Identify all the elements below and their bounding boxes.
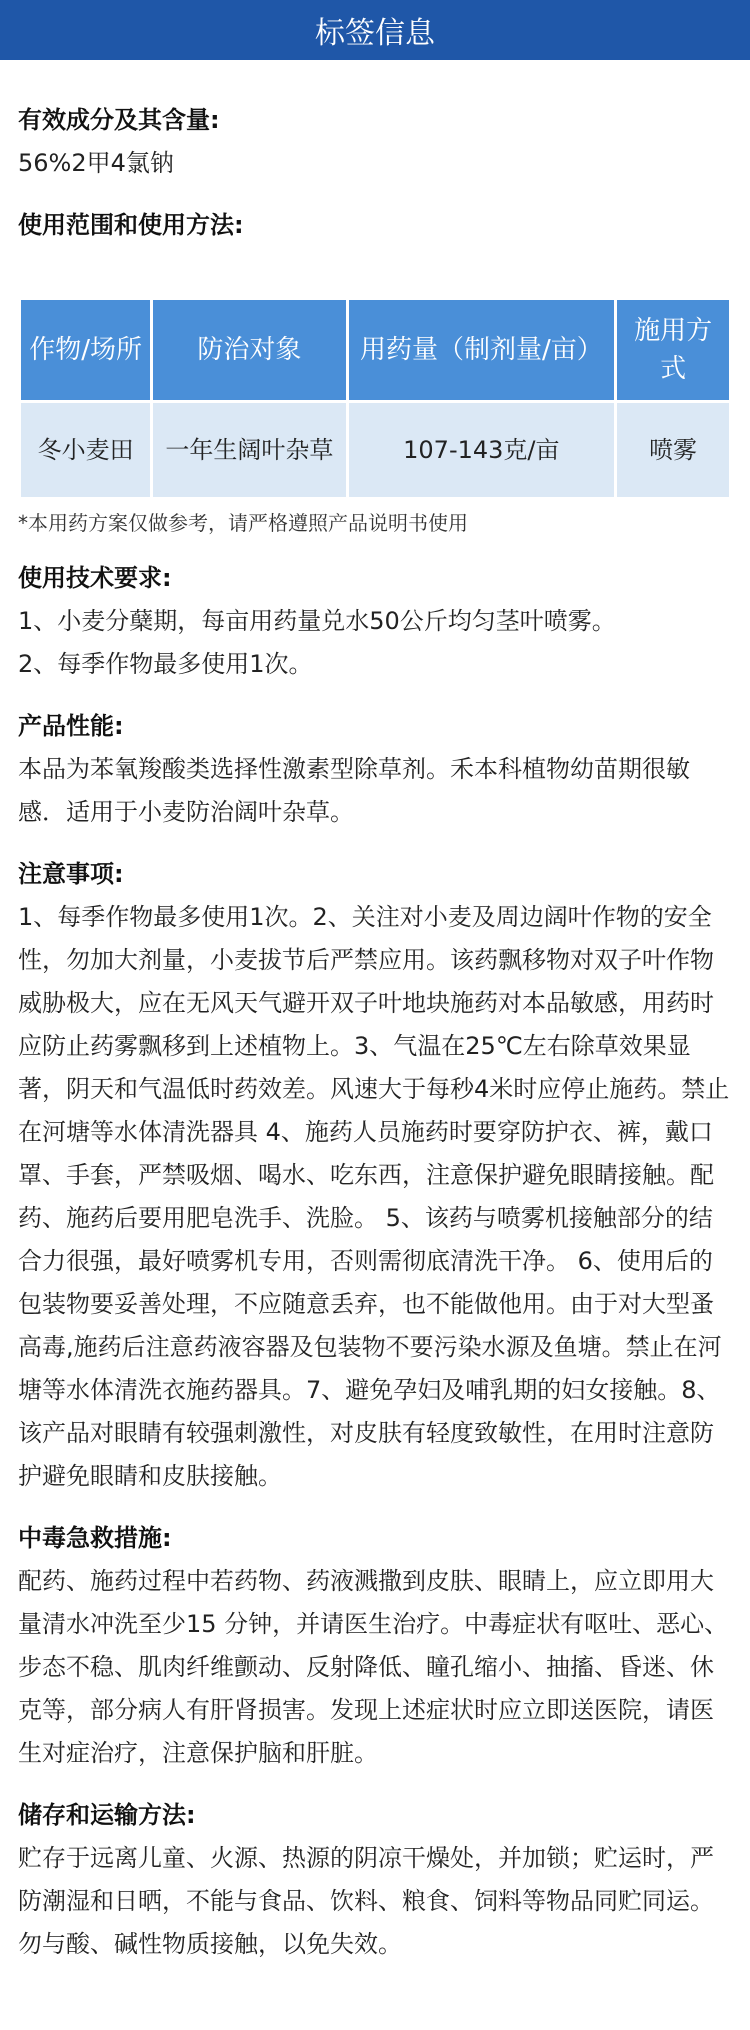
column-header-crop: 作物/场所 <box>21 300 150 400</box>
technical-heading: 使用技术要求: <box>18 564 172 592</box>
column-header-target: 防治对象 <box>153 300 345 400</box>
technical-line: 2、每季作物最多使用1次。 <box>18 650 313 678</box>
technical-section <box>18 556 732 686</box>
column-header-method: 施用方式 <box>617 300 729 400</box>
column-header-dosage: 用药量（制剂量/亩） <box>349 300 615 400</box>
table-row <box>21 403 729 497</box>
precautions-section <box>18 852 732 1498</box>
cell-method: 喷雾 <box>617 403 729 497</box>
first-aid-section <box>18 1516 732 1775</box>
performance-heading: 产品性能: <box>18 712 124 740</box>
usage-heading: 使用范围和使用方法: <box>18 211 244 239</box>
performance-text: 本品为苯氧羧酸类选择性激素型除草剂。禾本科植物幼苗期很敏感．适用于小麦防治阔叶杂草。 <box>18 755 690 826</box>
usage-section <box>18 203 732 538</box>
storage-heading: 储存和运输方法: <box>18 1801 196 1829</box>
usage-disclaimer: *本用药方案仅做参考，请严格遵照产品说明书使用 <box>18 511 468 535</box>
first-aid-heading: 中毒急救措施: <box>18 1524 172 1552</box>
precautions-text: 1、每季作物最多使用1次。2、关注对小麦及周边阔叶作物的安全性，勿加大剂量，小麦拔节后严禁应用。该药飘移物对双子叶作物威胁极大，应在无风天气避开双子叶地块施药对本品敏感，用药时应防止药雾飘移到上述植物上。3、气温在25℃左右除草效果显著，阴天和气温低时药效差。风速大于每秒4米时应停止施药。禁止在河塘等水体清洗器具 4、施药人员施药时要穿防护衣、裤，戴口罩、手套，严禁吸烟、喝水、吃东西，注意保护避免眼睛接触。配药、施药后要用肥皂洗手、洗脸。 5、该药与喷雾机接触部分的结合力很强，最好喷雾机专用，否则需彻底清洗干净。 6、使用后的包装物要妥善处理，不应随意丢弃，也不能做他用。由于对大型蚤高毒,施药后注意药液容器及包装物不要污染水源及鱼塘。禁止在河塘等水体清洗衣施药器具。7、避免孕妇及哺乳期的妇女接触。8、该产品对眼睛有较强刺激性，对皮肤有轻度致敏性，在用时注意防护避免眼睛和皮肤接触。 <box>18 903 730 1490</box>
cell-target: 一年生阔叶杂草 <box>153 403 345 497</box>
page-header <box>0 0 750 60</box>
storage-section <box>18 1793 732 1966</box>
performance-section <box>18 704 732 834</box>
page-title: 标签信息 <box>315 16 435 51</box>
storage-text: 贮存于远离儿童、火源、热源的阴凉干燥处，并加锁；贮运时，严防潮湿和日晒，不能与食品、饮料、粮食、饲料等物品同贮同运。勿与酸、碱性物质接触，以免失效。 <box>18 1844 714 1958</box>
precautions-heading: 注意事项: <box>18 860 124 888</box>
label-content <box>0 98 750 1966</box>
ingredients-value: 56%2甲4氯钠 <box>18 149 174 177</box>
ingredients-heading: 有效成分及其含量: <box>18 106 220 134</box>
technical-line: 1、小麦分蘖期，每亩用药量兑水50公斤均匀茎叶喷雾。 <box>18 607 616 635</box>
cell-dosage: 107-143克/亩 <box>349 403 615 497</box>
cell-crop: 冬小麦田 <box>21 403 150 497</box>
first-aid-text: 配药、施药过程中若药物、药液溅撒到皮肤、眼睛上，应立即用大量清水冲洗至少15 分钟，并请医生治疗。中毒症状有呕吐、恶心、步态不稳、肌肉纤维颤动、反射降低、瞳孔缩小、抽搐、昏迷、休克等，部分病人有肝肾损害。发现上述症状时应立即送医院，请医生对症治疗，注意保护脑和肝脏。 <box>18 1567 729 1767</box>
usage-table-header-row <box>21 300 729 400</box>
usage-table <box>18 297 732 500</box>
ingredients-section <box>18 98 732 185</box>
